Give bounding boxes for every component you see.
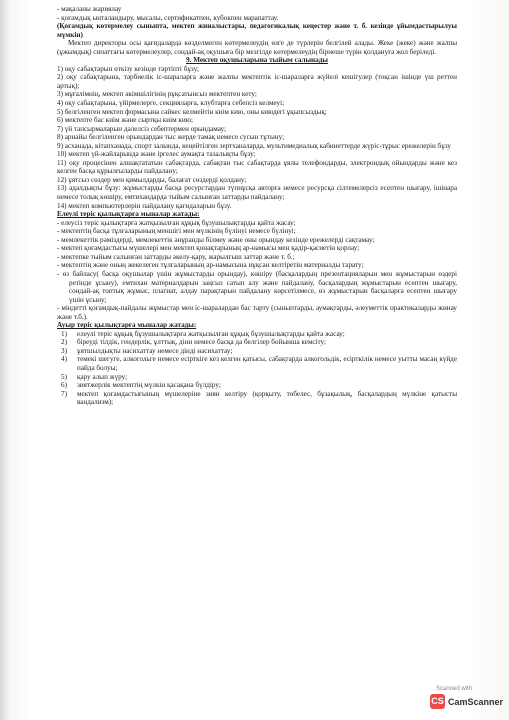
list-item: 5) белгіленген мектеп формасына сәйкес келмейтін киім кию, оны киюдегі ұқыпсыздық; — [57, 107, 327, 116]
subheading-grave: Ауыр теріс қылықтарға мыналар жатады: — [57, 321, 197, 330]
bold-note: (Қоғамдық көтермелеу сыныпта, мектеп жиналыстары, педагогикалық кеңестер және т. б. кезінде ұйымдастырылуы мүмкін) — [57, 22, 457, 39]
document-body — [57, 5, 457, 407]
dash-item: - мектептің басқа тұлғаларының меншігі мен мүлкінің бүлінуі немесе бүлінуі; — [57, 227, 296, 236]
item-number: 2) — [61, 338, 67, 347]
item-text: ұятшылдықты насихаттау немесе дінді насихаттау; — [77, 346, 233, 355]
item-text: біреуді тілдік, гендерлік, ұлттық, діни немесе басқа да белгілер бойынша кемсіту; — [77, 338, 327, 347]
item-number: 5) — [61, 372, 67, 381]
item-number: 4) — [61, 355, 67, 364]
list-item: 12) ұятсыз сөздер мен қимылдарды, балағат сөздерді қолдану; — [57, 175, 247, 184]
subheading-serious: Елеулі теріс қылықтарға мыналар жатады: — [57, 210, 200, 219]
dash-item: - мемлекеттік рәміздерді, мемлекеттік әнұранды білмеу және оны орындау кезінде ережелерді сақтамау; — [57, 235, 375, 244]
dash-item: - мектепке тыйым салынған заттарды әкелу-қару, жарылғыш заттар және т. б.; — [57, 252, 295, 261]
section-heading: 9. Мектеп оқушыларына тыйым салынады — [186, 56, 328, 65]
dash-item: - міндетті қоғамдық-пайдалы жұмыстар мен іс-шаралардан бас тарту (сыныптарды, аумақтарды, әлеуметтік практикаларды жинау және т.б.). — [57, 304, 457, 321]
list-item: 9) асханада, кітапханада, спорт залында, кеңейтілген зертханаларда, мультимедиалық кабинеттерде жүріс-тұрыс ережелерін бұзу — [57, 141, 452, 150]
watermark-caption: Scanned with — [436, 686, 473, 692]
list-item: 11) оқу процесінен алшақтататын сабақтарда, сабақтан тыс сабақтарда ұялы телефондарды, электрондық ойындарды және кез келген басқа құрылғыларды пайдалану; — [57, 158, 457, 176]
list-item: 7) үй тапсырмаларын дәлелсіз себептермен орындамау; — [57, 124, 227, 133]
paragraph: Мектеп директоры осы қағидаларда көзделмеген көтермелеудің өзге де түрлерін белгілей алады. Жеке (жеке) және жалпы (ұжымдық) сипаттағы көтермелеулер, сондай-ақ оқушыға бір мезгілде көтермелеудің бірнеше түрін қолдануға жол беріледі. — [57, 39, 457, 56]
text-line: - қоғамдық ынталандыру, мысалы, сертификатпен, кубокпен марапаттау. — [57, 13, 279, 22]
numbered-item — [57, 338, 457, 347]
list-item: 3) мұғалімнің, мектеп әкімшілігінің рұқсатынсыз мектептен кету; — [57, 90, 257, 99]
numbered-item — [57, 355, 457, 372]
list-item: 10) мектеп үй-жайларында және іргелес аумақта тазалықты бұзу; — [57, 150, 256, 159]
list-item: 1) оқу сабақтарын өткізу кезінде тәртіпті бұзу; — [57, 64, 200, 73]
item-number: 1) — [61, 329, 67, 338]
item-text: қару алып жүру; — [77, 372, 128, 381]
numbered-item — [57, 347, 457, 356]
text-line: - мақаланы жариялау — [57, 5, 122, 13]
list-item: 2) оқу сабақтарына, тәрбиелік іс-шараларға және жалпы мектептік іс-шараларға жүйелі кешігулер (тоқсан ішінде үш реттен артық); — [57, 73, 457, 90]
camscanner-watermark — [430, 686, 508, 716]
item-text: елеулі теріс құқық бұзушылықтарға жатқызылған құқық бұзушылықтарды қайта жасау; — [77, 329, 345, 338]
list-item: 14) мектеп компьютерлерін пайдалану қағидаларын бұзу. — [57, 201, 232, 210]
dash-item: - мектептің және оның жекелеген тұлғаларының ар-намысына нұқсан келтіретін материалды тарату; — [57, 261, 364, 270]
list-item: 6) мектепте бас киім және сыртқы киім кию; — [57, 116, 193, 125]
item-number: 6) — [61, 381, 67, 390]
numbered-item — [57, 373, 457, 382]
dash-item: - мектеп қоғамдастығы мүшелері мен мектеп қонақтарының ар-намысы мен қадір-қасиетін қорлау; — [57, 244, 360, 253]
dash-item: - елеусіз теріс қылықтарға жатқызылған құқық бұзушылықтарды қайта жасау; — [57, 218, 296, 227]
watermark-brand — [430, 694, 508, 709]
page-edge-shadow — [0, 0, 10, 720]
numbered-item — [57, 390, 457, 407]
item-text: зиятжерлік мектептің мүлкін қасақана бүлдіру; — [77, 381, 221, 390]
watermark-app-name: CamScanner — [448, 696, 504, 707]
camscanner-logo-icon: CS — [430, 694, 445, 709]
list-item: 4) оқу сабақтарына, үйірмелерге, секцияларға, клубтарға себепсіз келмеуі; — [57, 99, 285, 108]
numbered-item — [57, 381, 457, 390]
item-text: темекі шегуге, алкогольге немесе есірткіге кез келген қатысы, сабақтарда алкогольдік, есірткілік немесе уытты масаң күйде пайда болуы; — [77, 355, 457, 372]
item-number: 3) — [61, 346, 67, 355]
item-number: 7) — [61, 389, 67, 398]
list-item: 8) арнайы белгіленген орындардан тыс жерде тамақ немесе сусын тұтыну; — [57, 133, 285, 142]
dash-item: - өз байласу( басқа оқушылар үшін жұмыстарды орындау), көшіру (басқалардың презентацияларын мен жұмыстарын өздері ретінде ұсыну), емтихан материалдарын заңсыз сатып алу және пайдалану, басқалардың жұмыстарын есептен шығару, сондай-ақ топтық жұмыс, плагиат, алдау парақтарын пайдалану көрсетілмесе, өз жұмыстарын басқаларға есептен шығару үшін ұсыну; — [57, 269, 457, 304]
list-item: 13) адалдықты бұзу: жұмыстарды басқа ресурстардан түпнұсқа авторға немесе ресурсқа сілтемелерсіз есептен шығару, ішінара немесе толық көшіру, емтихандарда тыйым салынған заттарды пайдалану; — [57, 184, 457, 202]
item-text: мектеп қоғамдастығының мүшелеріне зиян келтіру (қорқыту, төбелес, бұзақылық, басқалардың мүлкіне қатысты вандализм); — [77, 389, 457, 407]
numbered-item — [57, 330, 457, 339]
